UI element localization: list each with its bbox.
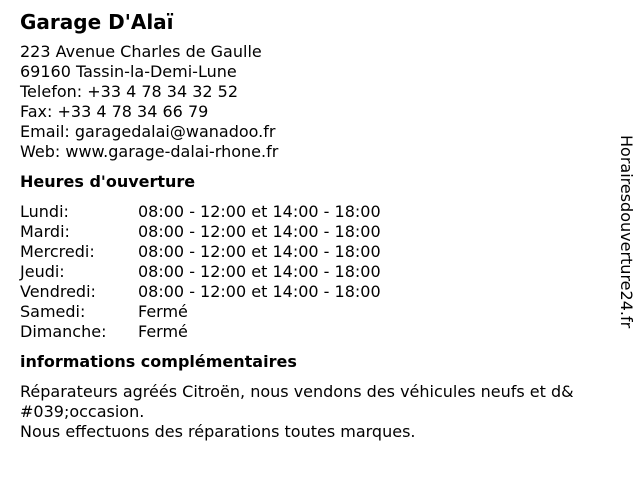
time-value: 08:00 - 12:00 et 14:00 - 18:00 — [138, 222, 381, 241]
hours-list — [20, 202, 605, 342]
day-label: Dimanche: — [20, 322, 107, 341]
hours-heading: Heures d'ouverture — [20, 172, 196, 191]
fax-line: Fax: +33 4 78 34 66 79 — [20, 102, 209, 121]
info-line-1: Réparateurs agréés Citroën, nous vendons des véhicules neufs et d& — [20, 382, 574, 401]
day-label: Samedi: — [20, 302, 86, 321]
time-value: Fermé — [138, 322, 188, 341]
time-value: 08:00 - 12:00 et 14:00 - 18:00 — [138, 242, 381, 261]
hours-row-monday — [20, 202, 605, 222]
business-card — [20, 8, 605, 442]
email-line: Email: garagedalai@wanadoo.fr — [20, 122, 276, 141]
time-value: Fermé — [138, 302, 188, 321]
day-label: Vendredi: — [20, 282, 96, 301]
time-value: 08:00 - 12:00 et 14:00 - 18:00 — [138, 202, 381, 221]
hours-row-friday — [20, 282, 605, 302]
info-text — [20, 382, 605, 442]
hours-row-saturday — [20, 302, 605, 322]
time-value: 08:00 - 12:00 et 14:00 - 18:00 — [138, 262, 381, 281]
web-line: Web: www.garage-dalai-rhone.fr — [20, 142, 279, 161]
day-label: Jeudi: — [20, 262, 65, 281]
day-label: Lundi: — [20, 202, 69, 221]
hours-row-tuesday — [20, 222, 605, 242]
address-line-2: 69160 Tassin-la-Demi-Lune — [20, 62, 237, 81]
hours-row-wednesday — [20, 242, 605, 262]
business-name: Garage D'Alaï — [20, 10, 174, 34]
time-value: 08:00 - 12:00 et 14:00 - 18:00 — [138, 282, 381, 301]
info-line-3: Nous effectuons des réparations toutes marques. — [20, 422, 416, 441]
brand-watermark: Horairesdouverture24.fr — [617, 135, 636, 329]
info-heading: informations complémentaires — [20, 352, 297, 371]
hours-row-thursday — [20, 262, 605, 282]
info-line-2: #039;occasion. — [20, 402, 145, 421]
day-label: Mercredi: — [20, 242, 95, 261]
phone-line: Telefon: +33 4 78 34 32 52 — [20, 82, 239, 101]
address-line-1: 223 Avenue Charles de Gaulle — [20, 42, 262, 61]
day-label: Mardi: — [20, 222, 70, 241]
hours-row-sunday — [20, 322, 605, 342]
